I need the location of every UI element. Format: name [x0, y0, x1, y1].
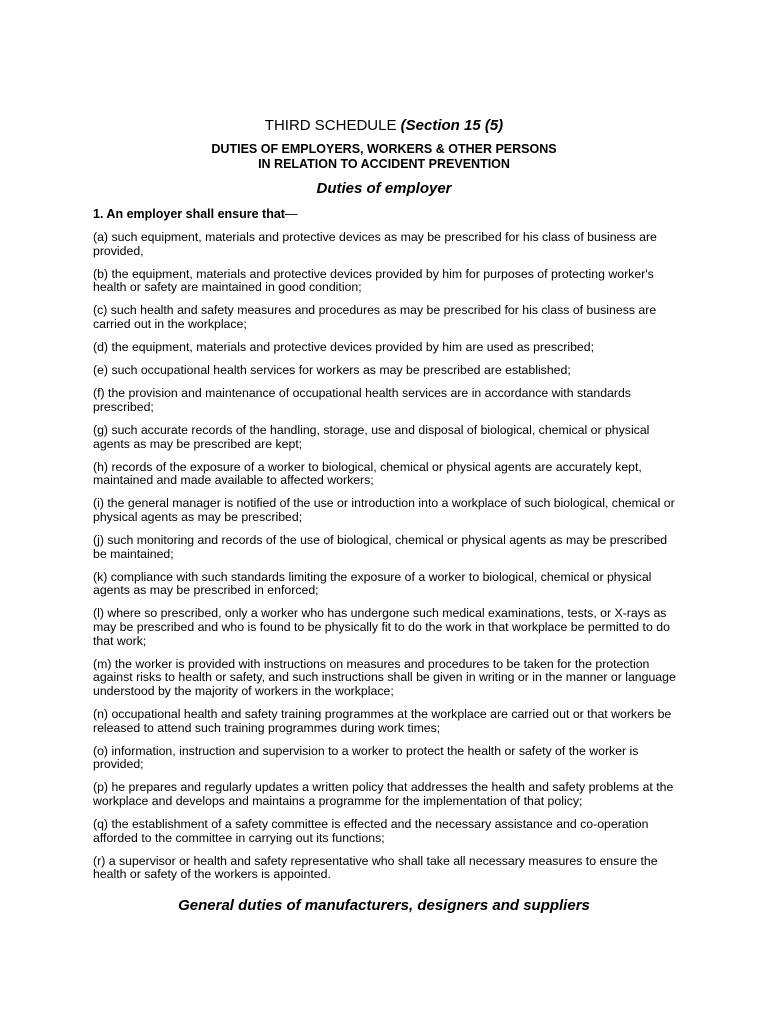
list-item-q: (q) the establishment of a safety committee is effected and the necessary assistance and co-operation afforded to the committee in carrying out its functions;	[93, 817, 649, 845]
list-item-i: (i) the general manager is notified of the use or introduction into a workplace of such biological, chemical or physical agents as may be prescribed;	[93, 496, 675, 524]
employer-duties-body	[93, 207, 683, 891]
list-item-e: (e) such occupational health services for workers as may be prescribed are established;	[93, 363, 571, 378]
list-item-p: (p) he prepares and regularly updates a written policy that addresses the health and safety problems at the workplace and develops and maintains a programme for the implementation of that policy;	[93, 780, 674, 808]
list-item-j: (j) such monitoring and records of the use of biological, chemical or physical agents as may be prescribed be maintained;	[93, 533, 668, 561]
schedule-title	[0, 117, 768, 135]
clause-intro-text: 1. An employer shall ensure that	[93, 207, 285, 221]
list-item-n: (n) occupational health and safety training programmes at the workplace are carried out or that workers be released to attend such training programmes during work times;	[93, 706, 672, 735]
list-item-c: (c) such health and safety measures and procedures as may be prescribed for his class of business are carried out in the workplace;	[93, 303, 657, 331]
list-item-r: (r) a supervisor or health and safety representative who shall take all necessary measures to ensure the health or safety of the workers is appointed.	[93, 853, 658, 882]
schedule-title-section: (Section 15 (5)	[400, 117, 504, 134]
list-item-f: (f) the provision and maintenance of occupational health services are in accordance with standards prescribed;	[93, 386, 631, 414]
list-item-a: (a) such equipment, materials and protective devices as may be prescribed for his class of business are provided,	[93, 230, 657, 258]
clause-intro-dash: —	[284, 207, 298, 221]
subtitle-line-2: IN RELATION TO ACCIDENT PREVENTION	[258, 157, 510, 171]
list-item-o: (o) information, instruction and supervision to a worker to protect the health or safety of the worker is provided;	[93, 743, 639, 772]
list-item-l: (l) where so prescribed, only a worker who has undergone such medical examinations, tests, or X-rays as may be prescribed and who is found to be physically fit to do the work in that workplace be permitted to do that work;	[93, 606, 670, 648]
list-item-b: (b) the equipment, materials and protective devices provided by him for purposes of protecting worker's health or safety are maintained in good condition;	[93, 266, 654, 295]
list-item-h: (h) records of the exposure of a worker to biological, chemical or physical agents are accurately kept, maintained and made available to affected workers;	[93, 459, 642, 488]
list-item-k: (k) compliance with such standards limiting the exposure of a worker to biological, chemical or physical agents as may be prescribed in enforced;	[93, 569, 652, 598]
heading-duties-of-employer: Duties of employer	[316, 180, 452, 197]
list-item-d: (d) the equipment, materials and protective devices provided by him are used as prescribed;	[93, 340, 595, 355]
schedule-subtitle	[0, 142, 768, 172]
heading-manufacturers-duties: General duties of manufacturers, designers and suppliers	[178, 897, 590, 914]
list-item-g: (g) such accurate records of the handling, storage, use and disposal of biological, chemical or physical agents as may be prescribed are kept;	[93, 422, 650, 451]
schedule-title-main: THIRD SCHEDULE	[264, 117, 397, 134]
subtitle-line-1: DUTIES OF EMPLOYERS, WORKERS & OTHER PERSONS	[211, 142, 557, 156]
clause-intro	[93, 207, 683, 221]
list-item-m: (m) the worker is provided with instructions on measures and procedures to be taken for the protection against risks to health or safety, and such instructions shall be given in writing or in the manner or language understood by the majority of workers in the workplace;	[93, 656, 676, 698]
